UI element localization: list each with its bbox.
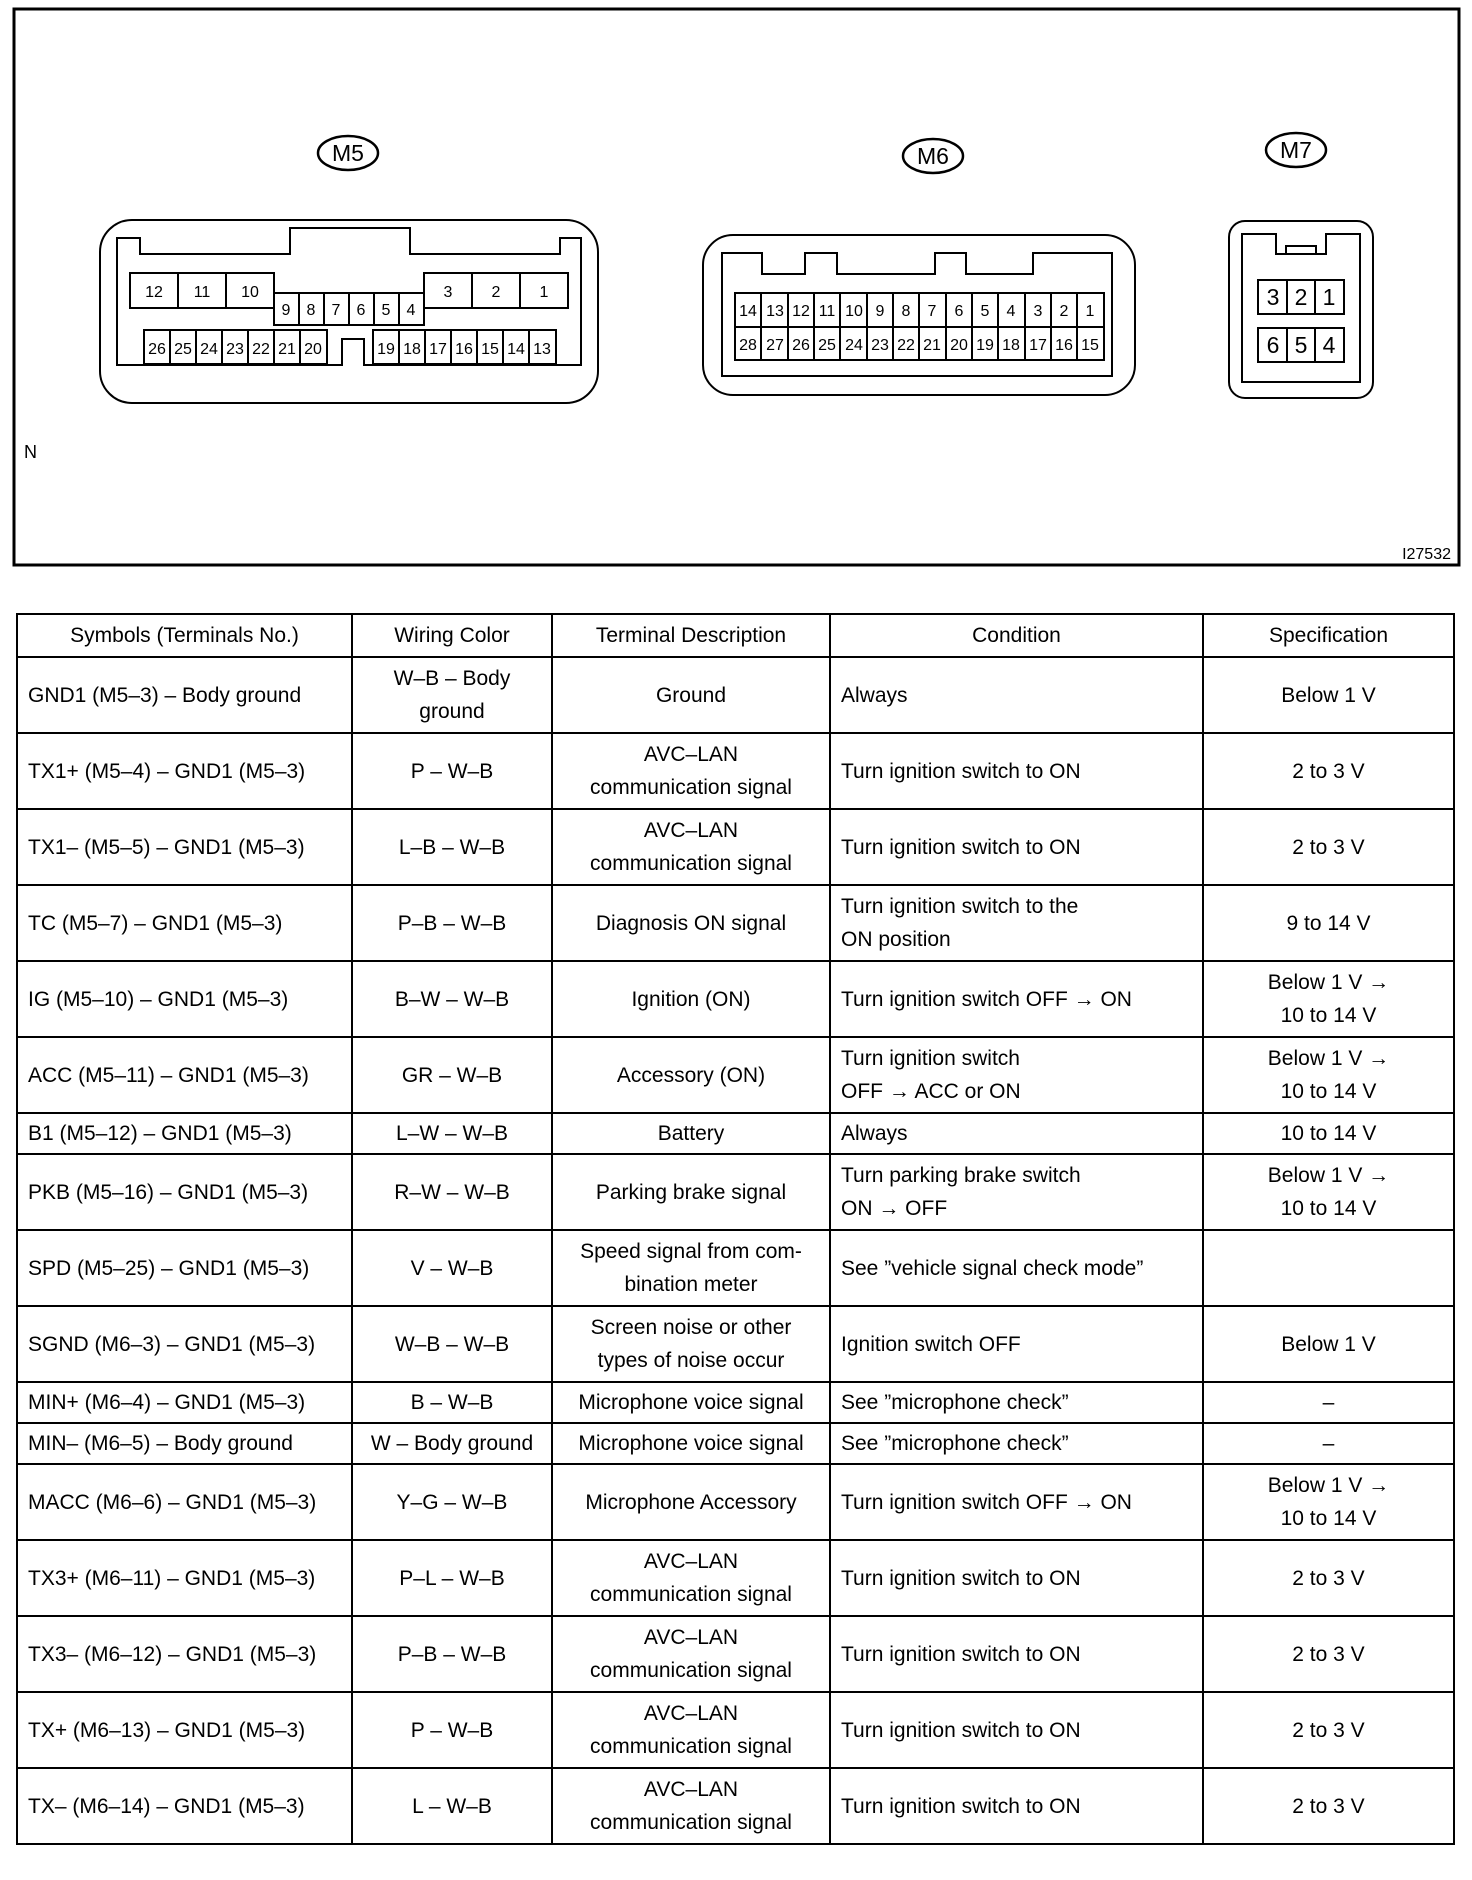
terminal-number: 20 <box>950 337 968 354</box>
terminal-number: 20 <box>304 341 322 358</box>
terminal-number: 22 <box>252 341 270 358</box>
cell-wiring-color <box>352 1037 552 1113</box>
terminal-number: 14 <box>739 303 757 320</box>
cell-text: Always <box>841 1122 908 1145</box>
cell-text: Turn ignition switch to the ON position <box>841 895 1079 951</box>
cell-text: Diagnosis ON signal <box>595 911 787 935</box>
cell-wiring-color <box>352 1768 552 1844</box>
terminal-number: 4 <box>406 302 416 319</box>
cell-symbols <box>17 1464 352 1540</box>
cell-symbols <box>17 1423 352 1464</box>
cell-text: TX3+ (M6–11) – GND1 (M5–3) <box>28 1566 316 1590</box>
table-row <box>17 961 1454 1037</box>
cell-terminal-description <box>552 885 830 961</box>
header-wiring-color: Wiring Color <box>352 614 552 657</box>
table-row <box>17 1540 1454 1616</box>
cell-text: 9 to 14 V <box>1286 911 1371 935</box>
table-row <box>17 1306 1454 1382</box>
cell-condition <box>830 1768 1203 1844</box>
cell-specification <box>1203 885 1454 961</box>
cell-text: SPD (M5–25) – GND1 (M5–3) <box>28 1256 310 1280</box>
cell-text: Below 1 V → 10 to 14 V <box>1267 971 1390 1027</box>
cell-symbols <box>17 1692 352 1768</box>
cell-specification <box>1203 1768 1454 1844</box>
table-row <box>17 1382 1454 1423</box>
cell-text: L – W–B <box>412 1794 492 1818</box>
cell-text: TX– (M6–14) – GND1 (M5–3) <box>28 1794 305 1818</box>
cell-text: Microphone voice signal <box>578 1391 804 1414</box>
connector-m6 <box>703 139 1135 395</box>
cell-text: Always <box>841 683 908 707</box>
terminal-number: 12 <box>145 284 163 301</box>
cell-text: Turn ignition switch to ON <box>841 1718 1081 1742</box>
table-row <box>17 1768 1454 1844</box>
terminal-number: 2 <box>491 284 501 301</box>
cell-condition <box>830 1616 1203 1692</box>
terminal-number: 13 <box>766 303 784 320</box>
cell-text: Turn ignition switch to ON <box>841 1566 1081 1590</box>
table-row <box>17 809 1454 885</box>
cell-specification <box>1203 1423 1454 1464</box>
cell-wiring-color <box>352 1113 552 1154</box>
cell-text: Turn ignition switch to ON <box>841 835 1081 859</box>
terminal-number: 17 <box>1029 337 1047 354</box>
cell-text: TX1– (M5–5) – GND1 (M5–3) <box>28 835 305 859</box>
cell-specification <box>1203 1464 1454 1540</box>
terminal-number: 21 <box>278 341 296 358</box>
cell-specification <box>1203 1113 1454 1154</box>
cell-text: Screen noise or other types of noise occur <box>590 1316 792 1372</box>
cell-terminal-description <box>552 1154 830 1230</box>
table-row <box>17 1037 1454 1113</box>
cell-terminal-description <box>552 1113 830 1154</box>
cell-text: 10 to 14 V <box>1280 1122 1377 1145</box>
cell-symbols <box>17 1230 352 1306</box>
cell-specification <box>1203 1037 1454 1113</box>
table-row <box>17 1692 1454 1768</box>
cell-wiring-color <box>352 1464 552 1540</box>
connector-m5 <box>100 136 598 403</box>
cell-text: TX1+ (M5–4) – GND1 (M5–3) <box>28 759 306 783</box>
cell-text: PKB (M5–16) – GND1 (M5–3) <box>28 1180 309 1204</box>
cell-text: R–W – W–B <box>394 1180 510 1204</box>
cell-text: Turn ignition switch to ON <box>841 759 1081 783</box>
terminal-number: 9 <box>875 303 885 320</box>
terminal-number: 6 <box>954 303 964 320</box>
cell-text: B – W–B <box>410 1391 494 1414</box>
cell-symbols <box>17 1306 352 1382</box>
terminal-number: 8 <box>306 302 316 319</box>
terminal-number: 25 <box>818 337 836 354</box>
terminal-number: 16 <box>1055 337 1073 354</box>
cell-condition <box>830 961 1203 1037</box>
terminal-number: 23 <box>226 341 244 358</box>
cell-text: P–B – W–B <box>397 1642 507 1666</box>
table-header-row <box>17 614 1454 657</box>
cell-wiring-color <box>352 657 552 733</box>
cell-wiring-color <box>352 1382 552 1423</box>
terminal-number: 26 <box>148 341 166 358</box>
cell-text: B–W – W–B <box>394 987 510 1011</box>
table-row <box>17 657 1454 733</box>
cell-text: Accessory (ON) <box>616 1063 766 1087</box>
terminal-number: 5 <box>980 303 990 320</box>
cell-text: MIN– (M6–5) – Body ground <box>28 1432 293 1455</box>
terminal-number: 9 <box>281 302 291 319</box>
cell-text: Below 1 V <box>1281 683 1376 707</box>
cell-text: P – W–B <box>410 759 494 783</box>
table-row <box>17 885 1454 961</box>
connector-m7-terminals <box>1267 284 1336 358</box>
terminal-number: 13 <box>533 341 551 358</box>
cell-text: W – Body ground <box>370 1432 534 1455</box>
cell-text: 2 to 3 V <box>1292 835 1365 859</box>
cell-condition <box>830 657 1203 733</box>
terminal-number: 3 <box>1033 303 1043 320</box>
cell-terminal-description <box>552 1382 830 1423</box>
header-condition: Condition <box>830 614 1203 657</box>
cell-text: Below 1 V → 10 to 14 V <box>1267 1474 1390 1530</box>
table-row <box>17 1230 1454 1306</box>
cell-symbols <box>17 1768 352 1844</box>
cell-specification <box>1203 1616 1454 1692</box>
cell-wiring-color <box>352 809 552 885</box>
terminal-number: 18 <box>403 341 421 358</box>
cell-text: TX3– (M6–12) – GND1 (M5–3) <box>28 1642 317 1666</box>
cell-text: AVC–LAN communication signal <box>590 1778 792 1834</box>
terminal-number: 1 <box>539 284 549 301</box>
cell-symbols <box>17 1037 352 1113</box>
cell-terminal-description <box>552 1692 830 1768</box>
cell-terminal-description <box>552 733 830 809</box>
cell-symbols <box>17 1382 352 1423</box>
cell-condition <box>830 1423 1203 1464</box>
cell-terminal-description <box>552 1306 830 1382</box>
cell-condition <box>830 1540 1203 1616</box>
cell-condition <box>830 885 1203 961</box>
cell-terminal-description <box>552 809 830 885</box>
cell-text: Below 1 V → 10 to 14 V <box>1267 1047 1390 1103</box>
cell-specification <box>1203 1540 1454 1616</box>
table-row <box>17 733 1454 809</box>
cell-wiring-color <box>352 1616 552 1692</box>
cell-symbols <box>17 1540 352 1616</box>
connector-m7-label: M7 <box>1280 137 1312 163</box>
cell-symbols <box>17 961 352 1037</box>
cell-wiring-color <box>352 1230 552 1306</box>
connector-diagram <box>0 0 1472 580</box>
cell-specification <box>1203 1382 1454 1423</box>
terminal-number: 6 <box>356 302 366 319</box>
terminal-number: 12 <box>792 303 810 320</box>
terminal-number: 27 <box>766 337 784 354</box>
cell-text: W–B – W–B <box>394 1332 510 1356</box>
cell-specification <box>1203 1306 1454 1382</box>
cell-wiring-color <box>352 1540 552 1616</box>
terminal-number: 19 <box>976 337 994 354</box>
table-row <box>17 1464 1454 1540</box>
cell-specification <box>1203 1154 1454 1230</box>
cell-condition <box>830 1230 1203 1306</box>
cell-text: Ignition (ON) <box>631 987 751 1011</box>
cell-text: MIN+ (M6–4) – GND1 (M5–3) <box>28 1391 306 1414</box>
cell-specification <box>1203 961 1454 1037</box>
cell-text: Microphone voice signal <box>578 1432 804 1455</box>
cell-specification <box>1203 657 1454 733</box>
terminal-number: 26 <box>792 337 810 354</box>
terminal-number: 24 <box>200 341 218 358</box>
table-row <box>17 1154 1454 1230</box>
cell-wiring-color <box>352 1692 552 1768</box>
cell-text: – <box>1322 1391 1335 1414</box>
cell-symbols <box>17 1616 352 1692</box>
terminal-number: 28 <box>739 337 757 354</box>
terminal-number: 7 <box>927 303 937 320</box>
terminal-number: 1 <box>1085 303 1095 320</box>
cell-text: L–W – W–B <box>395 1122 509 1145</box>
terminal-number: 24 <box>845 337 863 354</box>
connector-m6-label: M6 <box>917 143 949 169</box>
terminal-number: 6 <box>1266 332 1280 358</box>
cell-condition <box>830 1113 1203 1154</box>
cell-text: 2 to 3 V <box>1292 759 1365 783</box>
table-row <box>17 1423 1454 1464</box>
terminal-number: 25 <box>174 341 192 358</box>
cell-symbols <box>17 1113 352 1154</box>
cell-text: IG (M5–10) – GND1 (M5–3) <box>28 987 289 1011</box>
cell-condition <box>830 1306 1203 1382</box>
terminal-number: 22 <box>897 337 915 354</box>
terminal-number: 2 <box>1059 303 1069 320</box>
header-symbols: Symbols (Terminals No.) <box>17 614 352 657</box>
terminal-number: 14 <box>507 341 525 358</box>
cell-condition <box>830 1382 1203 1423</box>
terminal-number: 16 <box>455 341 473 358</box>
cell-text: GR – W–B <box>401 1063 503 1087</box>
cell-specification <box>1203 809 1454 885</box>
cell-specification <box>1203 1692 1454 1768</box>
cell-terminal-description <box>552 1616 830 1692</box>
cell-terminal-description <box>552 1464 830 1540</box>
terminal-number: 11 <box>818 303 836 320</box>
terminal-number: 23 <box>871 337 889 354</box>
cell-text: Turn ignition switch OFF → ACC or ON <box>841 1047 1021 1103</box>
cell-wiring-color <box>352 885 552 961</box>
cell-text: Parking brake signal <box>595 1180 787 1204</box>
cell-condition <box>830 1692 1203 1768</box>
terminal-number: 3 <box>443 284 453 301</box>
cell-wiring-color <box>352 961 552 1037</box>
cell-text: 2 to 3 V <box>1292 1642 1365 1666</box>
header-terminal-description: Terminal Description <box>552 614 830 657</box>
cell-wiring-color <box>352 1306 552 1382</box>
cell-text: MACC (M6–6) – GND1 (M5–3) <box>28 1490 317 1514</box>
cell-terminal-description <box>552 1037 830 1113</box>
cell-text: Below 1 V → 10 to 14 V <box>1267 1164 1390 1220</box>
cell-text: See ”vehicle signal check mode” <box>841 1256 1144 1280</box>
cell-text: Below 1 V <box>1281 1332 1376 1356</box>
terminal-number: 10 <box>241 284 259 301</box>
cell-wiring-color <box>352 733 552 809</box>
cell-terminal-description <box>552 961 830 1037</box>
terminal-number: 19 <box>377 341 395 358</box>
cell-condition <box>830 1154 1203 1230</box>
terminal-number: 18 <box>1002 337 1020 354</box>
connector-m7 <box>1229 133 1373 398</box>
cell-symbols <box>17 733 352 809</box>
cell-text: AVC–LAN communication signal <box>590 743 792 799</box>
cell-wiring-color <box>352 1423 552 1464</box>
cell-text: 2 to 3 V <box>1292 1566 1365 1590</box>
terminal-number: 4 <box>1322 332 1336 358</box>
cell-text: SGND (M6–3) – GND1 (M5–3) <box>28 1332 316 1356</box>
terminal-number: 15 <box>481 341 499 358</box>
cell-text: P – W–B <box>410 1718 494 1742</box>
figure-code: I27532 <box>1402 546 1451 563</box>
cell-text: AVC–LAN communication signal <box>590 1702 792 1758</box>
cell-text: Turn ignition switch to ON <box>841 1794 1081 1818</box>
cell-text: AVC–LAN communication signal <box>590 1550 792 1606</box>
cell-condition <box>830 809 1203 885</box>
cell-text: Battery <box>657 1122 725 1145</box>
cell-terminal-description <box>552 1768 830 1844</box>
cell-specification <box>1203 733 1454 809</box>
terminal-number: 5 <box>381 302 391 319</box>
cell-terminal-description <box>552 1423 830 1464</box>
cell-text: P–L – W–B <box>399 1566 505 1590</box>
cell-symbols <box>17 885 352 961</box>
cell-text: Speed signal from com- bination meter <box>580 1240 802 1296</box>
cell-condition <box>830 1037 1203 1113</box>
table-row <box>17 1616 1454 1692</box>
cell-text: AVC–LAN communication signal <box>590 819 792 875</box>
cell-text: B1 (M5–12) – GND1 (M5–3) <box>28 1122 292 1145</box>
terminal-number: 11 <box>193 284 211 301</box>
cell-symbols <box>17 809 352 885</box>
terminal-number: 21 <box>923 337 941 354</box>
cell-text: 2 to 3 V <box>1292 1794 1365 1818</box>
connector-m5-label: M5 <box>332 140 364 166</box>
terminal-number: 8 <box>901 303 911 320</box>
cell-terminal-description <box>552 657 830 733</box>
terminal-number: 1 <box>1322 284 1336 310</box>
cell-text: GND1 (M5–3) – Body ground <box>28 683 302 707</box>
cell-terminal-description <box>552 1540 830 1616</box>
cell-text: 2 to 3 V <box>1292 1718 1365 1742</box>
cell-text: Turn ignition switch OFF → ON <box>841 1490 1132 1514</box>
cell-text: Turn ignition switch to ON <box>841 1642 1081 1666</box>
cell-text: V – W–B <box>410 1256 494 1280</box>
cell-symbols <box>17 657 352 733</box>
table-row <box>17 1113 1454 1154</box>
cell-text: Ignition switch OFF <box>841 1332 1021 1356</box>
cell-text: – <box>1322 1432 1335 1455</box>
header-specification: Specification <box>1203 614 1454 657</box>
cell-text: See ”microphone check” <box>841 1432 1069 1455</box>
corner-letter: N <box>24 442 37 462</box>
table-body <box>17 657 1454 1844</box>
cell-text: L–B – W–B <box>398 835 506 859</box>
cell-text: AVC–LAN communication signal <box>590 1626 792 1682</box>
cell-text: W–B – Body ground <box>393 667 511 723</box>
terminal-number: 7 <box>331 302 341 319</box>
terminal-number: 3 <box>1266 284 1280 310</box>
terminal-number: 4 <box>1006 303 1016 320</box>
cell-terminal-description <box>552 1230 830 1306</box>
terminal-spec-table <box>16 613 1455 1845</box>
cell-text: TC (M5–7) – GND1 (M5–3) <box>28 911 283 935</box>
cell-text: P–B – W–B <box>397 911 507 935</box>
terminal-number: 10 <box>845 303 863 320</box>
cell-text: Microphone Accessory <box>585 1490 797 1514</box>
cell-text: See ”microphone check” <box>841 1391 1069 1414</box>
cell-condition <box>830 733 1203 809</box>
cell-text: ACC (M5–11) – GND1 (M5–3) <box>28 1063 309 1087</box>
terminal-number: 17 <box>429 341 447 358</box>
terminal-number: 5 <box>1294 332 1308 358</box>
terminal-number: 15 <box>1081 337 1099 354</box>
cell-text: Ground <box>655 683 727 707</box>
cell-text: TX+ (M6–13) – GND1 (M5–3) <box>28 1718 306 1742</box>
cell-symbols <box>17 1154 352 1230</box>
cell-condition <box>830 1464 1203 1540</box>
cell-text: Turn ignition switch OFF → ON <box>841 987 1132 1011</box>
cell-text: Y–G – W–B <box>396 1490 508 1514</box>
cell-text: Turn parking brake switch ON → OFF <box>841 1164 1081 1220</box>
cell-specification <box>1203 1230 1454 1306</box>
cell-wiring-color <box>352 1154 552 1230</box>
terminal-number: 2 <box>1294 284 1308 310</box>
